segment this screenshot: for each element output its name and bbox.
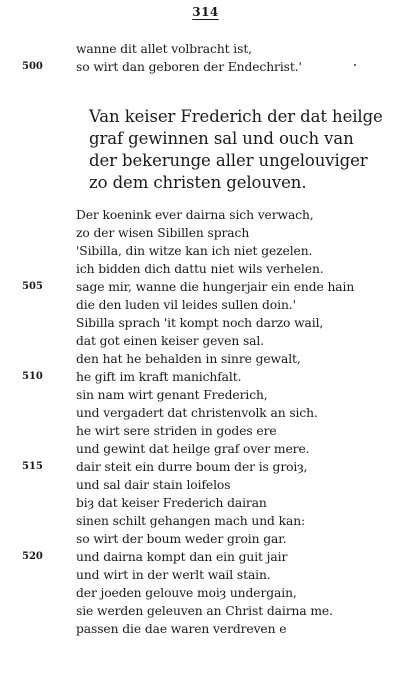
- verse-line: sinen schilt gehangen mach und kan:: [76, 514, 306, 528]
- verse-line: sie werden geleuven an Christ dairna me.: [76, 604, 333, 618]
- verse-line: der joeden gelouve moiȝ undergain,: [76, 586, 297, 600]
- line-number: 520: [22, 551, 43, 562]
- verse-line: ich bidden dich dattu niet wils verhelen.: [76, 262, 324, 276]
- verse-line: die den luden vil leides sullen doin.': [76, 298, 296, 312]
- verse-line: zo der wisen Sibillen sprach: [76, 226, 250, 240]
- section-heading-line: zo dem christen gelouven.: [89, 173, 307, 192]
- verse-line: und wirt in der werlt wail stain.: [76, 568, 271, 582]
- verse-line: 'Sibilla, din witze kan ich niet gezelen.: [76, 244, 313, 258]
- verse-line: passen die dae waren verdreven e: [76, 622, 287, 636]
- page-number: 314: [192, 5, 219, 19]
- verse-line: dair steit ein durre boum der is groiȝ,: [76, 460, 308, 474]
- verse-line: Sibilla sprach 'it kompt noch darzo wail,: [76, 316, 324, 330]
- verse-line: Der koenink ever dairna sich verwach,: [76, 208, 314, 222]
- verse-line: und gewint dat heilge graf over mere.: [76, 442, 310, 456]
- section-heading-line: der bekerunge aller ungelouviger: [89, 151, 368, 170]
- verse-line: und vergadert dat christenvolk an sich.: [76, 406, 318, 420]
- verse-line: und sal dair stain loifelos: [76, 478, 231, 492]
- verse-line: sin nam wirt genant Frederich,: [76, 388, 268, 402]
- line-number: 510: [22, 371, 43, 382]
- line-number: 500: [22, 61, 43, 72]
- verse-line: dat got einen keiser geven sal.: [76, 334, 265, 348]
- verse-line: sage mir, wanne die hungerjair ein ende hain: [76, 280, 355, 294]
- line-number: 515: [22, 461, 43, 472]
- verse-line: he gift im kraft manichfalt.: [76, 370, 242, 384]
- verse-line: so wirt der boum weder groin gar.: [76, 532, 287, 546]
- verse-line: he wirt sere striden in godes ere: [76, 424, 277, 438]
- verse-line: so wirt dan geboren der Endechrist.': [76, 60, 302, 74]
- verse-line: biȝ dat keiser Frederich dairan: [76, 496, 267, 510]
- section-heading-line: Van keiser Frederich der dat heilge: [89, 107, 383, 126]
- section-heading-line: graf gewinnen sal und ouch van: [89, 129, 354, 148]
- verse-line: den hat he behalden in sinre gewalt,: [76, 352, 301, 366]
- section-end-mark: [354, 64, 356, 66]
- line-number: 505: [22, 281, 43, 292]
- verse-line: und dairna kompt dan ein guit jair: [76, 550, 288, 564]
- verse-line: wanne dit allet volbracht ist,: [76, 42, 252, 56]
